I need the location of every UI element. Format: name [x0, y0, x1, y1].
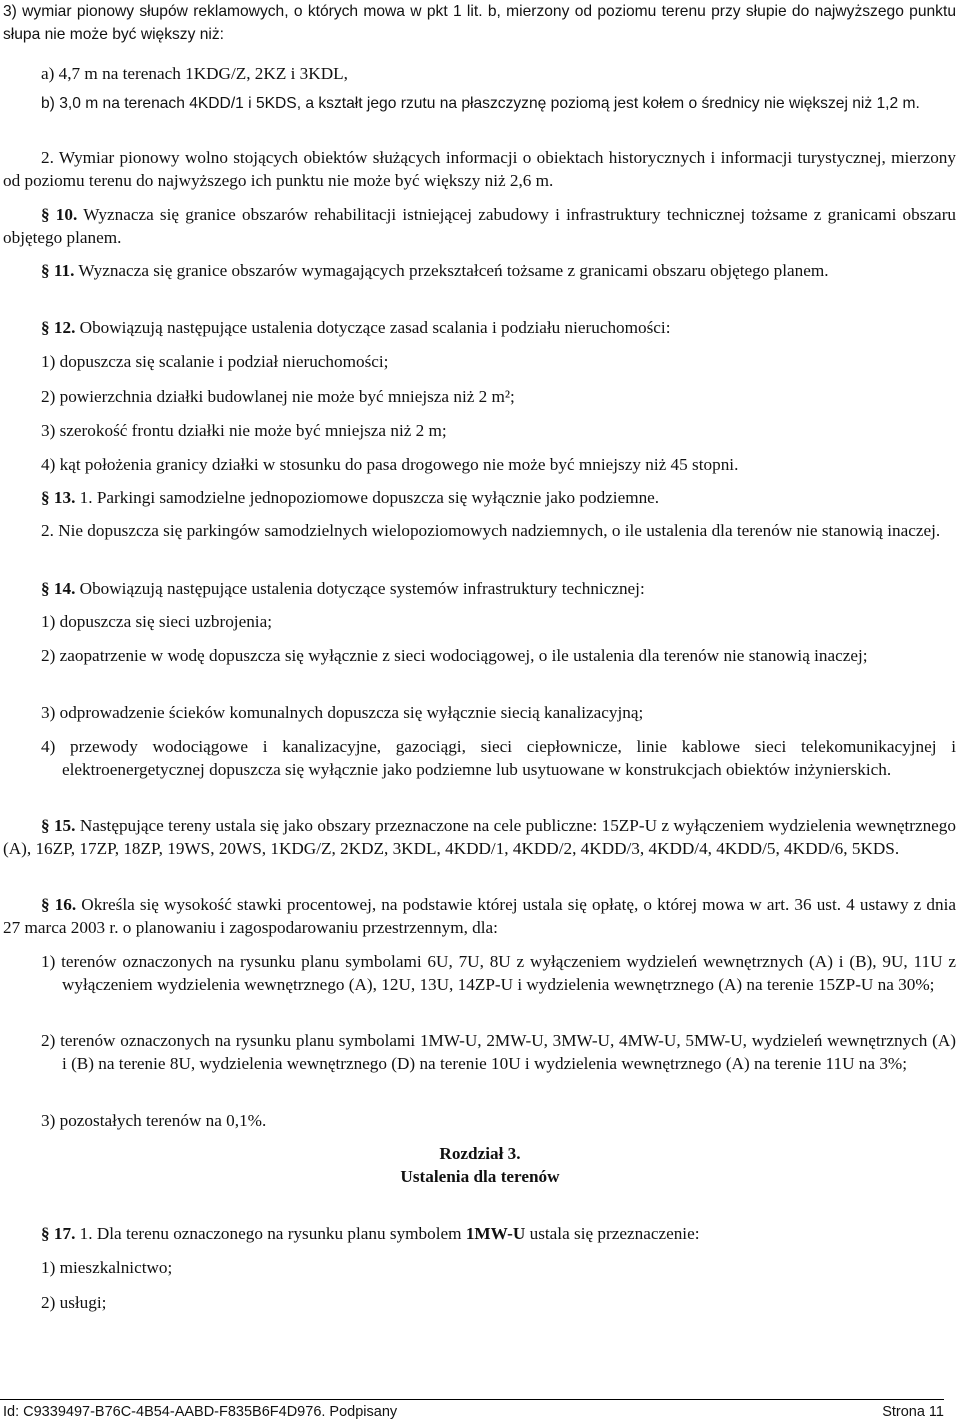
list-item: 1) mieszkalnictwo; — [41, 1258, 173, 1277]
list-item: 1) dopuszcza się scalanie i podział nieruchomości; — [41, 352, 389, 371]
list-item: 1) dopuszcza się sieci uzbrojenia; — [41, 612, 272, 631]
footer-document-id: Id: C9339497-B76C-4B54-AABD-F835B6F4D976. Podpisany — [3, 1404, 398, 1420]
section-text: Obowiązują następujące ustalenia dotyczące systemów infrastruktury technicznej: — [75, 579, 645, 598]
chapter-title: Rozdział 3. — [439, 1144, 521, 1163]
land-symbol: 1MW-U — [465, 1224, 526, 1243]
section-number: § 12. — [41, 318, 76, 337]
section-16 — [3, 893, 956, 939]
section-11 — [3, 259, 956, 282]
section-text: 1. Dla terenu oznaczonego na rysunku planu symbolem — [75, 1224, 466, 1243]
list-item: 2) powierzchnia działki budowlanej nie może być mniejsza niż 2 m²; — [41, 387, 515, 406]
list-item: 2) terenów oznaczonych na rysunku planu symbolami 1MW-U, 2MW-U, 3MW-U, 4MW-U, 5MW-U, wydzieleń wewnętrznych (A) i (B) na terenie 8U, wydzielenia wewnętrznego (D) na terenie 10U i wydzielenia wewnętrznego (A) na terenie 11U na 3%; — [41, 1031, 956, 1073]
paragraph: 2. Wymiar pionowy wolno stojących obiektów służących informacji o obiektach historycznych i informacji turystycznej, mierzony od poziomu terenu do najwyższego ich punktu nie może być większy niż 2,6 m. — [3, 148, 956, 190]
list-item: 3) szerokość frontu działki nie może być mniejsza niż 2 m; — [41, 421, 447, 440]
section-number: § 15. — [41, 816, 76, 835]
section-number: § 10. — [41, 205, 78, 224]
section-13 — [3, 486, 956, 509]
list-item: 4) kąt położenia granicy działki w stosunku do pasa drogowego nie może być mniejszy niż 45 stopni. — [41, 455, 739, 474]
section-number: § 16. — [41, 895, 77, 914]
section-text: Wyznacza się granice obszarów wymagających przekształceń tożsame z granicami obszaru objętego planem. — [74, 261, 829, 280]
section-text: ustala się przeznaczenie: — [525, 1224, 700, 1243]
footer-page-number: Strona 11 — [882, 1404, 944, 1420]
section-12 — [3, 316, 956, 339]
list-item: b) 3,0 m na terenach 4KDD/1 i 5KDS, a kształt jego rzutu na płaszczyznę poziomą jest kołem o średnicy nie większej niż 1,2 m. — [41, 95, 920, 112]
section-number: § 13. — [41, 488, 76, 507]
section-text: Określa się wysokość stawki procentowej, na podstawie której ustala się opłatę, o której mowa w art. 36 ust. 4 ustawy z dnia 27 marca 2003 r. o planowaniu i zagospodarowaniu przestrzennym, dla: — [3, 895, 956, 937]
section-text: Obowiązują następujące ustalenia dotyczące zasad scalania i podziału nieruchomości: — [75, 318, 671, 337]
section-number: § 14. — [41, 579, 76, 598]
section-14 — [3, 577, 956, 600]
list-item: 3) odprowadzenie ścieków komunalnych dopuszcza się wyłącznie siecią kanalizacyjną; — [41, 703, 644, 722]
footer-divider — [0, 1399, 944, 1400]
paragraph: 2. Nie dopuszcza się parkingów samodzielnych wielopoziomowych nadziemnych, o ile ustalenia dla terenów nie stanowią inaczej. — [41, 521, 941, 540]
list-item: a) 4,7 m na terenach 1KDG/Z, 2KZ i 3KDL, — [41, 64, 348, 83]
section-number: § 17. — [41, 1224, 76, 1243]
section-text: Następujące tereny ustala się jako obszary przeznaczone na cele publiczne: 15ZP-U z wyłączeniem wydzielenia wewnętrznego (A), 16ZP, 17ZP, 18ZP, 19WS, 20WS, 1KDG/Z, 2KDZ, 3KDL, 4KDD/1, 4KDD/2, 4KDD/3, 4KDD/4, 4KDD/5, 4KDD/6, 5KDS. — [3, 816, 956, 858]
chapter-subtitle: Ustalenia dla terenów — [400, 1167, 560, 1186]
paragraph: 3) wymiar pionowy słupów reklamowych, o których mowa w pkt 1 lit. b, mierzony od poziomu terenu przy słupie do najwyższego punktu słupa nie może być większy niż: — [3, 3, 956, 43]
list-item: 2) usługi; — [41, 1293, 107, 1312]
section-text: Wyznacza się granice obszarów rehabilitacji istniejącej zabudowy i infrastruktury technicznej tożsame z granicami obszaru objętego planem. — [3, 205, 957, 247]
list-item: 4) przewody wodociągowe i kanalizacyjne, gazociągi, sieci ciepłownicze, linie kablowe sieci telekomunikacyjnej i elektroenergetycznej dopuszcza się wyłącznie jako podziemne lub usytuowane w konstrukcjach obiektów inżynierskich. — [41, 737, 956, 779]
list-item: 3) pozostałych terenów na 0,1%. — [41, 1111, 267, 1130]
section-number: § 11. — [41, 261, 75, 280]
list-item: 2) zaopatrzenie w wodę dopuszcza się wyłącznie z sieci wodociągowej, o ile ustalenia dla terenów nie stanowią inaczej; — [41, 646, 868, 665]
section-10 — [3, 203, 956, 249]
section-15 — [3, 814, 956, 860]
section-text: 1. Parkingi samodzielne jednopoziomowe dopuszcza się wyłącznie jako podziemne. — [75, 488, 660, 507]
list-item: 1) terenów oznaczonych na rysunku planu symbolami 6U, 7U, 8U z wyłączeniem wydzieleń wewnętrznych (A) i (B), 9U, 11U z wyłączeniem wydzielenia wewnętrznego (A), 12U, 13U, 14ZP-U i wydzielenia wewnętrznego (A) na terenie 15ZP-U na 30%; — [41, 952, 956, 994]
section-17 — [3, 1222, 956, 1245]
